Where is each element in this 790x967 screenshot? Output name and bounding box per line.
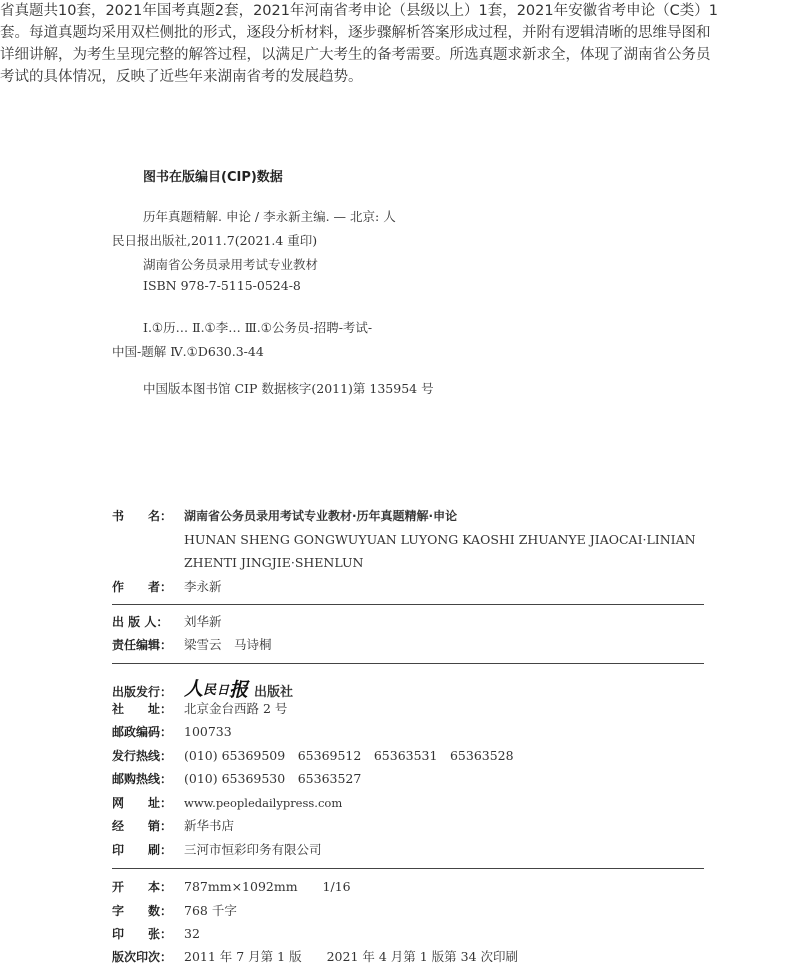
word-count-label: 字 数： <box>112 904 173 918</box>
pinyin-line-2: ZHENTI JINGJIE·SHENLUN <box>184 555 364 570</box>
mail-order-hotline-value: (010) 65369530 65363527 <box>184 771 362 786</box>
distributor-value: 新华书店 <box>184 818 235 833</box>
printer-label: 印 刷： <box>112 843 173 857</box>
publisher-person-row <box>112 612 222 632</box>
sales-hotline-label: 发行热线： <box>112 749 173 763</box>
author-row <box>112 577 222 597</box>
cip-line-2: 民日报出版社,2011.7(2021.4 重印) <box>112 233 318 248</box>
divider-3 <box>112 868 704 869</box>
colophon <box>112 0 704 964</box>
edition-value: 2011 年 7 月第 1 版 2021 年 4 月第 1 版第 34 次印刷 <box>184 949 519 964</box>
intro-line-4: 考试的具体情况，反映了近些年来湖南省考的发展趋势。 <box>0 69 363 85</box>
format-row <box>112 877 351 897</box>
author-value: 李永新 <box>184 579 222 594</box>
publisher-person-label: 出 版 人： <box>112 615 169 629</box>
cip-isbn: ISBN 978-7-5115-0524-8 <box>143 278 301 293</box>
sales-hotline-row <box>112 746 514 766</box>
edition-row <box>112 947 518 967</box>
editor-value: 梁雪云 马诗桐 <box>184 637 272 652</box>
divider-1 <box>112 604 704 605</box>
printer-row <box>112 840 322 860</box>
intro-line-2: 套。每道真题均采用双栏侧批的形式，逐段分析材料，逐步骤解析答案形成过程，并附有逻辑清晰的思维导图和 <box>0 25 711 41</box>
author-label: 作 者： <box>112 580 173 594</box>
format-label: 开 本： <box>112 880 173 894</box>
address-row <box>112 699 287 719</box>
postcode-label: 邮政编码： <box>112 725 173 739</box>
website-label: 网 址： <box>112 796 173 810</box>
svg-text:民: 民 <box>203 683 217 698</box>
postcode-value: 100733 <box>184 724 232 739</box>
book-title-value: 湖南省公务员录用考试专业教材·历年真题精解·申论 <box>184 509 458 523</box>
cip-title: 图书在版编目(CIP)数据 <box>143 170 283 185</box>
svg-text:日: 日 <box>217 683 230 697</box>
issuer-suffix: 出版社 <box>254 684 294 700</box>
word-count-row <box>112 901 237 921</box>
website-row <box>112 793 342 813</box>
word-count-value: 768 千字 <box>184 903 237 918</box>
cip-line-3: 湖南省公务员录用考试专业教材 <box>143 257 319 272</box>
distributor-label: 经 销： <box>112 819 173 833</box>
cip-line-1: 历年真题精解. 申论 / 李永新主编. — 北京: 人 <box>143 209 396 224</box>
cip-classification-2: 中国-题解 Ⅳ.①D630.3-44 <box>112 344 264 359</box>
distributor-row <box>112 816 234 836</box>
printer-value: 三河市恒彩印务有限公司 <box>184 842 322 857</box>
issuer-row <box>112 676 293 700</box>
svg-text:报: 报 <box>229 679 249 700</box>
publisher-calligraphy-logo <box>184 676 250 700</box>
format-value: 787mm×1092mm 1/16 <box>184 879 351 894</box>
issuer-label: 出版发行： <box>112 684 173 699</box>
sheets-value: 32 <box>184 926 200 941</box>
editor-row <box>112 635 272 655</box>
sales-hotline-value: (010) 65369509 65369512 65363531 65363528 <box>184 748 514 763</box>
postcode-row <box>112 722 232 742</box>
sheets-row <box>112 924 200 944</box>
book-title-row <box>112 506 457 526</box>
cip-record-number: 中国版本图书馆 CIP 数据核字(2011)第 135954 号 <box>143 381 434 396</box>
mail-order-hotline-label: 邮购热线： <box>112 772 173 786</box>
intro-line-1: 省真题共10套，2021年国考真题2套，2021年河南省考申论（县级以上）1套，2021年安徽省考申论（C类）1 <box>0 3 718 19</box>
pinyin-line-1: HUNAN SHENG GONGWUYUAN LUYONG KAOSHI ZHUANYE JIAOCAI·LINIAN <box>184 532 696 547</box>
sheets-label: 印 张： <box>112 927 173 941</box>
divider-2 <box>112 663 704 664</box>
publisher-person-value: 刘华新 <box>184 614 222 629</box>
book-title-label: 书 名： <box>112 509 173 523</box>
mail-order-hotline-row <box>112 769 361 789</box>
edition-label: 版次印次： <box>112 950 173 964</box>
cip-classification-1: Ⅰ.①历… Ⅱ.①李… Ⅲ.①公务员-招聘-考试- <box>143 320 373 335</box>
intro-line-3: 详细讲解，为考生呈现完整的解答过程，以满足广大考生的备考需要。所选真题求新求全，体现了湖南省公务员 <box>0 47 711 63</box>
address-value: 北京金台西路 2 号 <box>184 701 288 716</box>
website-value: www.peopledailypress.com <box>184 796 343 810</box>
editor-label: 责任编辑： <box>112 638 173 652</box>
svg-text:人: 人 <box>184 678 204 700</box>
address-label: 社 址： <box>112 702 173 716</box>
